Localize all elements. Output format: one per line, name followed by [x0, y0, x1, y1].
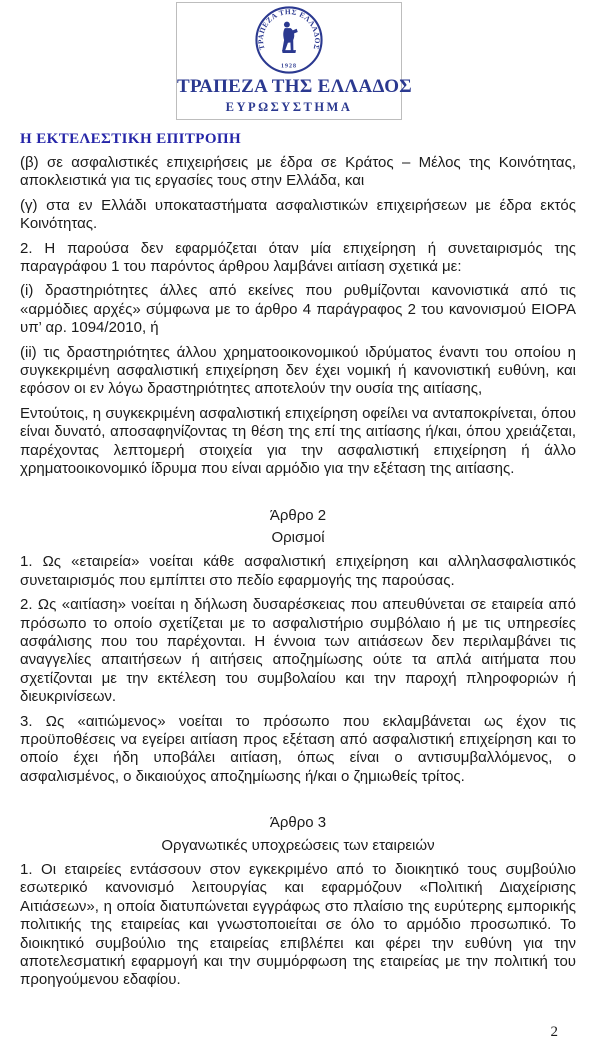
committee-heading: Η ΕΚΤΕΛΕΣΤΙΚΗ ΕΠΙΤΡΟΠΗ: [20, 131, 242, 147]
bank-name: ΤΡΑΠΕΖΑ ΤΗΣ ΕΛΛΑΔΟΣ: [177, 76, 413, 97]
paragraph-2: 2. Η παρούσα δεν εφαρμόζεται όταν μία επιχείρηση ή συνεταιρισμός της παραγράφου 1 του παρόντος άρθρου λαμβάνει αιτίαση σχετικά με:: [20, 239, 576, 276]
article-2-title: Άρθρο 2: [269, 506, 327, 524]
paragraph-i: (i) δραστηριότητες άλλες από εκείνες που ρυθμίζονται κανονιστικά από τις «αρμόδιες αρχές» σύμφωνα με το άρθρο 4 παράγραφος 2 του κανονισμού EIOPA υπ’ αρ. 1094/2010, ή: [20, 282, 576, 337]
definition-1: 1. Ως «εταιρεία» νοείται κάθε ασφαλιστική επιχείρηση και αλληλασφαλιστικός συνεταιρισμός που εμπίπτει στο πεδίο εφαρμογής της παρούσας.: [20, 553, 576, 589]
paragraph-ii: (ii) τις δραστηριότητες άλλου χρηματοοικονομικού ιδρύματος έναντι του οποίου η συγκεκριμένη ασφαλιστική επιχείρηση δεν έχει νομική ή κανονιστική ευθύνη, και εφόσον οι εν λόγω δραστηριότητες αποτελούν την ουσία της αιτίασης,: [20, 343, 576, 398]
seal-ring-text: ΤΡΑΠΕΖΑ ΤΗΣ ΕΛΛΑΔΟΣ: [255, 7, 322, 51]
page-number: 2: [550, 1024, 558, 1040]
article-3-paragraph-1: 1. Οι εταιρείες εντάσσουν στον εγκεκριμένο από το διοικητικό τους συμβούλιο εσωτερικό κανονισμό λειτουργίας και εφαρμόζουν «Πολιτική Διαχείρισης Αιτιάσεων», η οποία διατυπώνεται εγγράφως στο πλαίσιο της ευρύτερης εμπορικής πολιτικής της εταιρείας και γνωστοποιείται σε όλο το αρμόδιο προσωπικό. Το διοικητικό συμβούλιο της εταιρείας επιβλέπει και φέρει την ευθύνη για την αποτελεσματική εφαρμογή και την συμμόρφωση της εταιρείας με την πολιτική του προηγούμενου εδαφίου.: [20, 861, 576, 989]
paragraph-gamma: (γ) στα εν Ελλάδι υποκαταστήματα ασφαλιστικών επιχειρήσεων με έδρα εκτός Κοινότητας.: [20, 196, 576, 233]
article-3-subtitle: Οργανωτικές υποχρεώσεις των εταιρειών: [161, 836, 435, 854]
paragraph-proviso: Εντούτοις, η συγκεκριμένη ασφαλιστική επιχείρηση οφείλει να ανταποκρίνεται, όπου είναι δυνατό, αποσαφηνίζοντας τη θέση της επί της αιτίασης ή/και, όπου χρειάζεται, παρέχοντας λεπτομερή στοιχεία για την ασφαλιστική επιχείρηση ή άλλο χρηματοοικονομικό ίδρυμα που είναι αρμόδιο για την εξέταση της αιτίασης.: [20, 404, 576, 478]
eurosystem-label: ΕΥΡΩΣΥΣΤΗΜΑ: [225, 100, 353, 114]
seal-year: 1928: [280, 63, 298, 70]
article-2-subtitle: Ορισμοί: [271, 528, 325, 546]
bank-logo: [176, 2, 413, 120]
definition-3: 3. Ως «αιτιώμενος» νοείται το πρόσωπο που εκλαμβάνεται ως έχον τις προϋποθέσεις να εγείρει αιτίαση προς εξέταση από ασφαλιστική επιχείρηση και το οποίο έχει ήδη υποβάλει αιτίαση, όπως είναι ο αντισυμβαλλόμενος, ο ασφαλισμένος, ο δικαιούχος αποζημίωσης ή/και ο ζημιωθείς τρίτος.: [20, 712, 576, 785]
definition-2: 2. Ως «αιτίαση» νοείται η δήλωση δυσαρέσκειας που απευθύνεται σε εταιρεία από πρόσωπο το οποίο σχετίζεται με το ασφαλιστήριο συμβόλαιο ή με τις υπηρεσίες ασφάλισης που του παρέχονται. Η έννοια των αιτιάσεων δεν περιλαμβάνει τις αναγγελίες απαιτήσεων ή αιτήσεις αποζημίωσης ούτε τα απλά αιτήματα που σχετίζονται με την εκτέλεση του συμβολαίου και την παροχή πληροφοριών ή διευκρινίσεων.: [20, 596, 576, 706]
bank-seal-icon: [254, 5, 324, 75]
paragraph-beta: (β) σε ασφαλιστικές επιχειρήσεις με έδρα σε Κράτος – Μέλος της Κοινότητας, αποκλειστικά για τις εργασίες τους στην Ελλάδα, και: [20, 154, 576, 190]
article-3-title: Άρθρο 3: [269, 814, 327, 832]
